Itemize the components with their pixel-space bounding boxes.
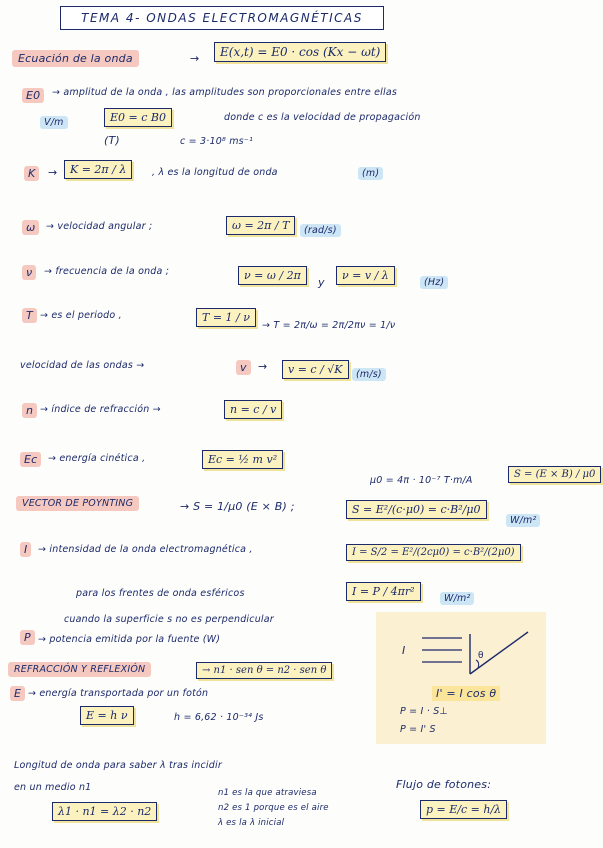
omega-symbol: ω xyxy=(22,220,39,235)
poynting-formula2: S = E²/(c·μ0) = c·B²/μ0 xyxy=(346,500,487,519)
sticky-p1: P = I · S⊥ xyxy=(400,706,448,717)
omega-formula: ω = 2π / T xyxy=(226,216,295,235)
amplitud-unit: V/m xyxy=(40,116,68,129)
poynting-unit: W/m² xyxy=(506,514,540,527)
c-value: c = 3·10⁸ ms⁻¹ xyxy=(180,136,254,147)
energia-symbol: Ec xyxy=(20,452,41,467)
refraccion-label: REFRACCIÓN Y REFLEXIÓN xyxy=(8,662,151,677)
frecuencia-symbol: ν xyxy=(22,265,36,280)
longitud-note1: n1 es la que atraviesa xyxy=(218,788,317,798)
sticky-i-label: I xyxy=(402,644,406,657)
intensidad-text: → intensidad de la onda electromagnética , xyxy=(38,544,253,555)
energia-text: → energía cinética , xyxy=(48,453,146,464)
longitud-text: Longitud de onda para saber λ tras incidir xyxy=(14,760,222,771)
ecuacion-formula: E(x,t) = E0 · cos (Kx − ωt) xyxy=(214,42,386,62)
foton-text: → energía transportada por un fotón xyxy=(28,688,209,699)
k-text: , λ es la longitud de onda xyxy=(152,167,278,178)
periodo-rest: → T = 2π/ω = 2π/2πν = 1/ν xyxy=(262,320,396,331)
longitud-note2: n2 es 1 porque es el aire xyxy=(218,803,329,813)
longitud-formula: λ1 · n1 = λ2 · n2 xyxy=(52,802,157,821)
velocidad-text: velocidad de las ondas → xyxy=(20,360,145,371)
velocidad-unit: (m/s) xyxy=(352,368,386,381)
foton-formula: E = h ν xyxy=(80,706,134,725)
periodo-symbol: T xyxy=(22,308,37,323)
arrow-icon: → xyxy=(258,360,268,373)
velocidad-symbol: v xyxy=(236,360,251,375)
energia-formula: Ec = ½ m v² xyxy=(202,450,283,469)
amplitud-formula: E0 = c B0 xyxy=(104,108,172,127)
mu0-text: μ0 = 4π · 10⁻⁷ T·m/A xyxy=(370,475,473,486)
poynting-formula: → S = 1/μ0 (E × B) ; xyxy=(180,500,295,513)
intensidad-symbol: I xyxy=(20,542,31,557)
frecuencia-formula2: ν = v / λ xyxy=(336,266,395,285)
periodo-text: → es el periodo , xyxy=(40,310,122,321)
svg-text:θ: θ xyxy=(478,651,484,661)
foton-symbol: E xyxy=(10,686,25,701)
refraccion-formula: → n1 · sen θ = n2 · sen θ xyxy=(196,662,332,679)
amplitud-text: → amplitud de la onda , las amplitudes son proporcionales entre ellas xyxy=(52,87,398,98)
longitud-text2: en un medio n1 xyxy=(14,782,92,793)
arrow-icon: → xyxy=(190,52,200,65)
sticky-p2: P = I' S xyxy=(400,724,436,735)
omega-text: → velocidad angular ; xyxy=(46,221,153,232)
esfericos-text: para los frentes de onda esféricos xyxy=(76,588,245,599)
surface-diagram-icon xyxy=(418,628,538,684)
indice-symbol: n xyxy=(22,403,37,418)
k-formula: K = 2π / λ xyxy=(64,160,132,179)
frecuencia-unit: (Hz) xyxy=(420,276,448,289)
velocidad-formula: v = c / √K xyxy=(282,360,349,379)
periodo-formula: T = 1 / ν xyxy=(196,308,256,327)
esfericos-formula: I = P / 4πr² xyxy=(346,582,421,601)
page-title: TEMA 4- ONDAS ELECTROMAGNÉTICAS xyxy=(60,6,384,30)
tesla-unit: (T) xyxy=(104,134,120,147)
amplitud-symbol: E0 xyxy=(22,88,44,103)
flujo-formula: p = E/c = h/λ xyxy=(420,800,507,819)
esfericos-unit: W/m² xyxy=(440,592,474,605)
frecuencia-y: y xyxy=(318,276,325,289)
potencia-symbol: P xyxy=(20,630,35,645)
arrow-icon: → xyxy=(48,166,58,179)
frecuencia-formula1: ν = ω / 2π xyxy=(238,266,307,285)
omega-unit: (rad/s) xyxy=(300,224,341,237)
flujo-text: Flujo de fotones: xyxy=(396,778,492,791)
k-unit: (m) xyxy=(358,167,383,180)
ecuacion-label: Ecuación de la onda xyxy=(12,50,139,67)
potencia-text: → potencia emitida por la fuente (W) xyxy=(38,634,221,645)
frecuencia-text: → frecuencia de la onda ; xyxy=(44,266,170,277)
mu0-formula: S = (E × B) / μ0 xyxy=(508,466,601,483)
indice-formula: n = c / v xyxy=(224,400,282,419)
indice-text: → índice de refracción → xyxy=(40,404,161,415)
poynting-label: VECTOR DE POYNTING xyxy=(16,496,139,511)
intensidad-formula: I = S/2 = E²/(2cμ0) = c·B²/(2μ0) xyxy=(346,544,521,561)
k-symbol: K xyxy=(24,166,39,181)
perpendicular-text: cuando la superficie s no es perpendicular xyxy=(64,614,274,625)
foton-h-value: h = 6,62 · 10⁻³⁴ Js xyxy=(174,712,264,723)
amplitud-text2: donde c es la velocidad de propagación xyxy=(224,112,421,123)
sticky-formula: I' = I cos θ xyxy=(432,686,500,701)
longitud-note3: λ es la λ inicial xyxy=(218,818,285,828)
